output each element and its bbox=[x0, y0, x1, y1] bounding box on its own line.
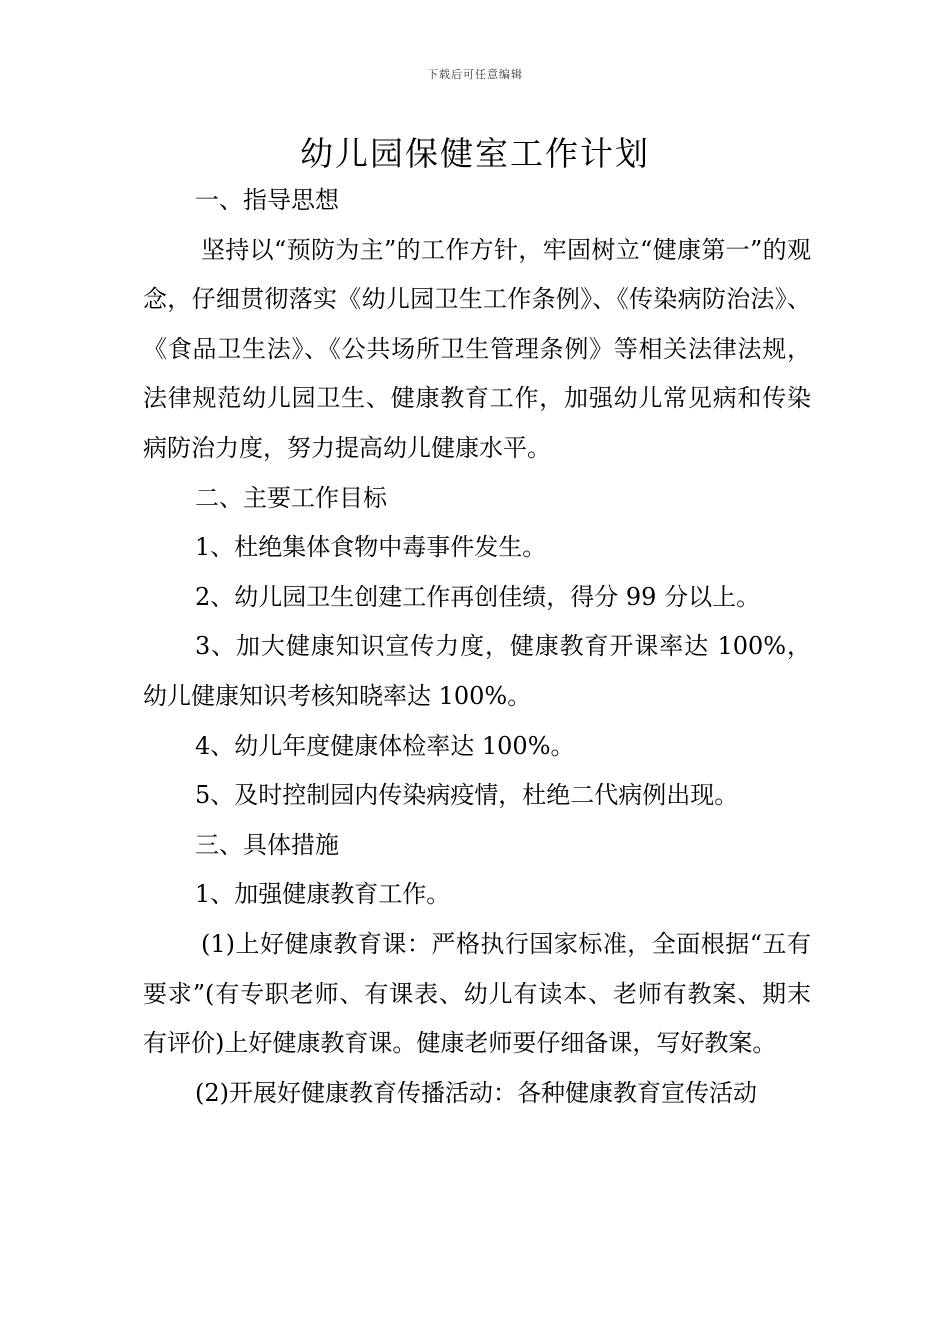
section-heading-measures: 三、具体措施 bbox=[195, 830, 339, 859]
paragraph-guiding-ideology: 坚持以“预防为主”的工作方针，牢固树立“健康第一”的观念，仔细贯彻落实《幼儿园卫生工作条例》、《传染病防治法》、《食品卫生法》、《公共场所卫生管理条例》等相关法律法规，法律规范幼儿园卫生、健康教育工作，加强幼儿常见病和传染病防治力度，努力提高幼儿健康水平。 bbox=[143, 235, 811, 462]
goal-item-3: 3、加大健康知识宣传力度，健康教育开课率达 100%，幼儿健康知识考核知晓率达 100%。 bbox=[143, 632, 811, 710]
goal-item-2: 2、幼儿园卫生创建工作再创佳绩，得分 99 分以上。 bbox=[195, 582, 761, 611]
document-title: 幼儿园保健室工作计划 bbox=[300, 134, 650, 173]
measure-item-1: 1、加强健康教育工作。 bbox=[195, 880, 451, 909]
goal-item-4: 4、幼儿年度健康体检率达 100%。 bbox=[195, 731, 575, 760]
section-heading-main-goals: 二、主要工作目标 bbox=[195, 483, 387, 512]
header-note: 下载后可任意编辑 bbox=[427, 68, 523, 81]
measure-subitem-1: (1)上好健康教育课：严格执行国家标准，全面根据“五有要求”(有专职老师、有课表、幼儿有读本、老师有教案、期末有评价)上好健康教育课。健康老师要仔细备课，写好教案。 bbox=[143, 929, 811, 1058]
measure-subitem-2: (2)开展好健康教育传播活动：各种健康教育宣传活动 bbox=[195, 1078, 757, 1107]
goal-item-5: 5、及时控制园内传染病疫情，杜绝二代病例出现。 bbox=[195, 781, 739, 810]
goal-item-1: 1、杜绝集体食物中毒事件发生。 bbox=[195, 533, 547, 562]
document-body bbox=[143, 176, 811, 1118]
section-heading-guiding-ideology: 一、指导思想 bbox=[195, 186, 339, 214]
